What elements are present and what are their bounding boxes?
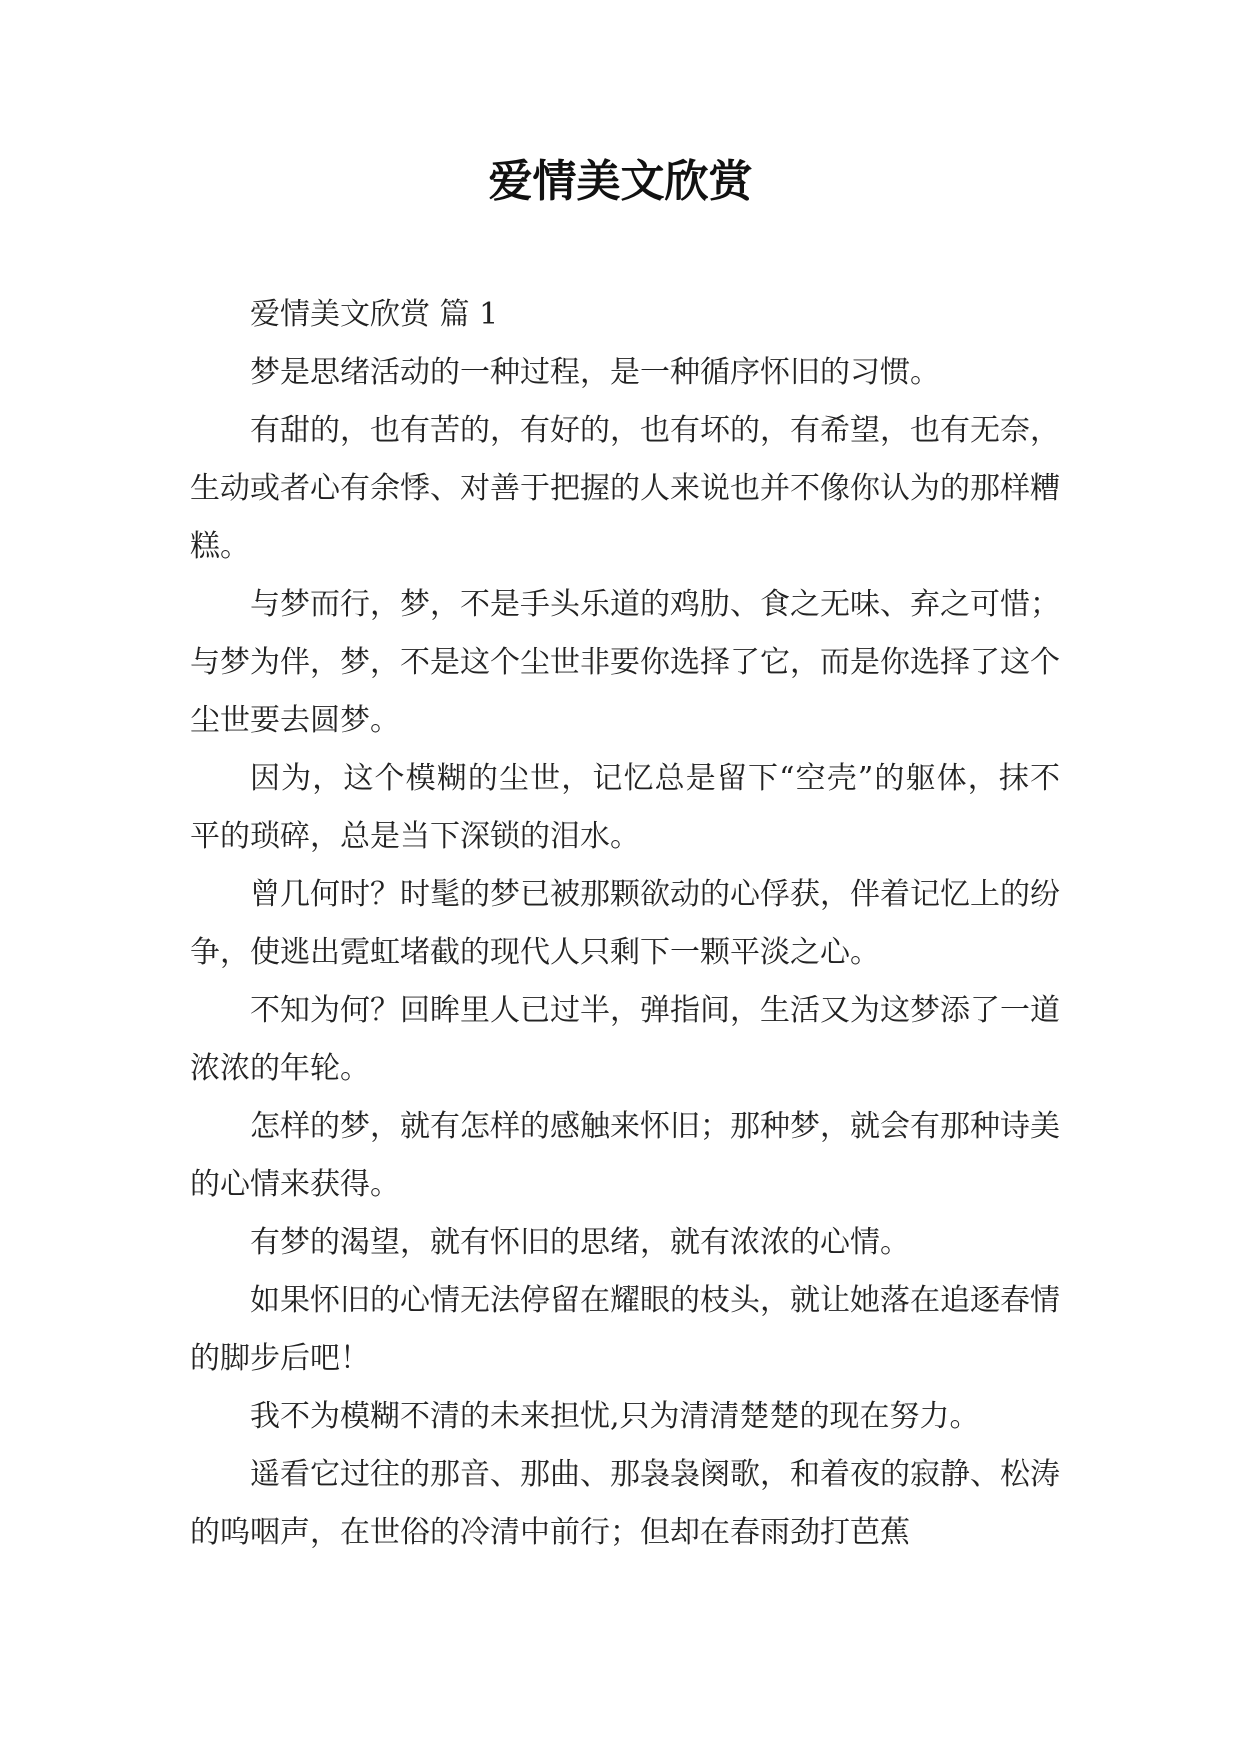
paragraph: 遥看它过往的那音、那曲、那袅袅阕歌，和着夜的寂静、松涛的呜咽声，在世俗的冷清中前行；但却在春雨劲打芭蕉 <box>190 1457 1060 1550</box>
document-title: 爱情美文欣赏 <box>488 156 753 207</box>
section-heading: 爱情美文欣赏 篇 1 <box>250 297 499 332</box>
paragraph: 梦是思绪活动的一种过程，是一种循序怀旧的习惯。 <box>250 355 940 390</box>
paragraph: 有甜的，也有苦的，有好的，也有坏的，有希望，也有无奈，生动或者心有余悸、对善于把握的人来说也并不像你认为的那样糟糕。 <box>190 413 1060 564</box>
paragraph: 不知为何？回眸里人已过半，弹指间，生活又为这梦添了一道浓浓的年轮。 <box>190 993 1060 1086</box>
paragraph: 如果怀旧的心情无法停留在耀眼的枝头，就让她落在追逐春情的脚步后吧！ <box>190 1283 1060 1376</box>
paragraph: 与梦而行，梦，不是手头乐道的鸡肋、食之无味、弃之可惜；与梦为伴，梦，不是这个尘世非要你选择了它，而是你选择了这个尘世要去圆梦。 <box>190 587 1060 738</box>
article-body <box>190 286 1060 1562</box>
paragraph: 因为，这个模糊的尘世，记忆总是留下“空壳”的躯体，抹不平的琐碎，总是当下深锁的泪水。 <box>190 761 1060 854</box>
paragraph: 有梦的渴望，就有怀旧的思绪，就有浓浓的心情。 <box>250 1225 910 1260</box>
paragraph: 怎样的梦，就有怎样的感触来怀旧；那种梦，就会有那种诗美的心情来获得。 <box>190 1109 1060 1202</box>
paragraph: 我不为模糊不清的未来担忧,只为清清楚楚的现在努力。 <box>250 1399 980 1434</box>
paragraph: 曾几何时？时髦的梦已被那颗欲动的心俘获，伴着记忆上的纷争，使逃出霓虹堵截的现代人只剩下一颗平淡之心。 <box>190 877 1060 970</box>
